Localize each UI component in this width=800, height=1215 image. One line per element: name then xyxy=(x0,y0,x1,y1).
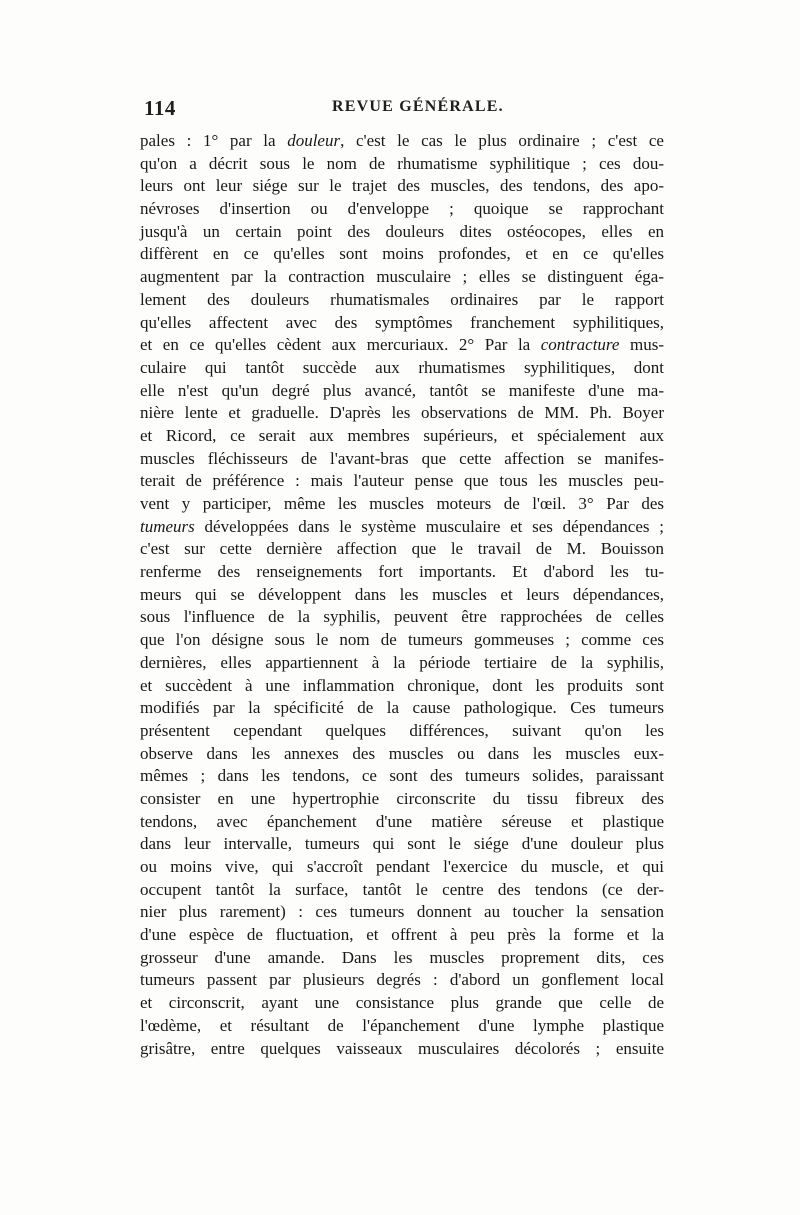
text-line: occupent tantôt la surface, tantôt le centre des tendons (ce der- xyxy=(140,879,664,899)
text-line: terait de préférence : mais l'auteur pense que tous les muscles peu- xyxy=(140,471,664,491)
text-line: diffèrent en ce qu'elles sont moins profondes, et en ce qu'elles xyxy=(140,244,664,264)
text-line: dernières, elles appartiennent à la période tertiaire de la syphilis, xyxy=(140,652,664,672)
text-line: muscles fléchisseurs de l'avant-bras que cette affection se manifes- xyxy=(140,448,664,468)
text-line: culaire qui tantôt succède aux rhumatismes syphilitiques, dont xyxy=(140,357,664,377)
text-line: sous l'influence de la syphilis, peuvent être rapprochées de celles xyxy=(140,607,664,627)
text-line: pales : 1° par la douleur, c'est le cas le plus ordinaire ; c'est ce xyxy=(140,131,664,150)
text-line: jusqu'à un certain point des douleurs dites ostéocopes, elles en xyxy=(140,221,664,241)
text-line: augmentent par la contraction musculaire ; elles se distinguent éga- xyxy=(140,267,664,287)
text-line: et en ce qu'elles cèdent aux mercuriaux. 2° Par la contracture mus- xyxy=(140,335,664,355)
text-line: ou moins vive, qui s'accroît pendant l'exercice du muscle, et qui xyxy=(140,857,664,876)
text-line: névroses d'insertion ou d'enveloppe ; quoique se rapprochant xyxy=(140,199,664,219)
text-line: lement des douleurs rhumatismales ordinaires par le rapport xyxy=(140,289,664,309)
page-header xyxy=(144,96,664,120)
text-line: mêmes ; dans les tendons, ce sont des tumeurs solides, paraissant xyxy=(140,766,664,786)
text-line: meurs qui se développent dans les muscles et leurs dépendances, xyxy=(140,584,664,604)
text-line: nier plus rarement) : ces tumeurs donnent au toucher la sensation xyxy=(140,902,664,922)
text-line: et Ricord, ce serait aux membres supérieurs, et spécialement aux xyxy=(140,425,664,445)
text-line: que l'on désigne sous le nom de tumeurs gommeuses ; comme ces xyxy=(140,630,664,650)
text-line: grosseur d'une amande. Dans les muscles proprement dits, ces xyxy=(140,947,664,967)
text-line: dans leur intervalle, tumeurs qui sont le siége d'une douleur plus xyxy=(140,834,664,854)
text-line: qu'elles affectent avec des symptômes franchement syphilitiques, xyxy=(140,312,664,332)
text-line: présentent cependant quelques différences, suivant qu'on les xyxy=(140,720,664,740)
text-line: consister en une hypertrophie circonscrite du tissu fibreux des xyxy=(140,788,664,808)
text-line: qu'on a décrit sous le nom de rhumatisme syphilitique ; ces dou- xyxy=(140,153,664,173)
text-line: vent y participer, même les muscles moteurs de l'œil. 3° Par des xyxy=(140,494,664,513)
text-line: c'est sur cette dernière affection que le travail de M. Bouisson xyxy=(140,539,664,559)
page-number: 114 xyxy=(144,96,176,120)
text-line: tumeurs développées dans le système musculaire et ses dépendances ; xyxy=(140,516,664,536)
text-line: et circonscrit, ayant une consistance plus grande que celle de xyxy=(140,993,664,1013)
text-line: observe dans les annexes des muscles ou dans les muscles eux- xyxy=(140,743,664,763)
running-head: REVUE GÉNÉRALE. xyxy=(332,98,504,115)
text-line: elle n'est qu'un degré plus avancé, tantôt se manifeste d'une ma- xyxy=(140,380,664,400)
text-line: leurs ont leur siége sur le trajet des muscles, des tendons, des apo- xyxy=(140,176,664,196)
text-line: tendons, avec épanchement d'une matière séreuse et plastique xyxy=(140,811,664,831)
text-line: renferme des renseignements fort importants. Et d'abord les tu- xyxy=(140,562,664,582)
text-line: modifiés par la spécificité de la cause pathologique. Ces tumeurs xyxy=(140,698,664,718)
text-line: d'une espèce de fluctuation, et offrent à peu près la forme et la xyxy=(140,925,664,945)
text-line: nière lente et graduelle. D'après les observations de MM. Ph. Boyer xyxy=(140,403,664,423)
text-line: et succèdent à une inflammation chronique, dont les produits sont xyxy=(140,675,664,695)
body-text xyxy=(140,130,664,1060)
text-line: tumeurs passent par plusieurs degrés : d'abord un gonflement local xyxy=(140,970,664,990)
text-line: grisâtre, entre quelques vaisseaux musculaires décolorés ; ensuite xyxy=(140,1038,664,1058)
text-line: l'œdème, et résultant de l'épanchement d'une lymphe plastique xyxy=(140,1015,664,1035)
